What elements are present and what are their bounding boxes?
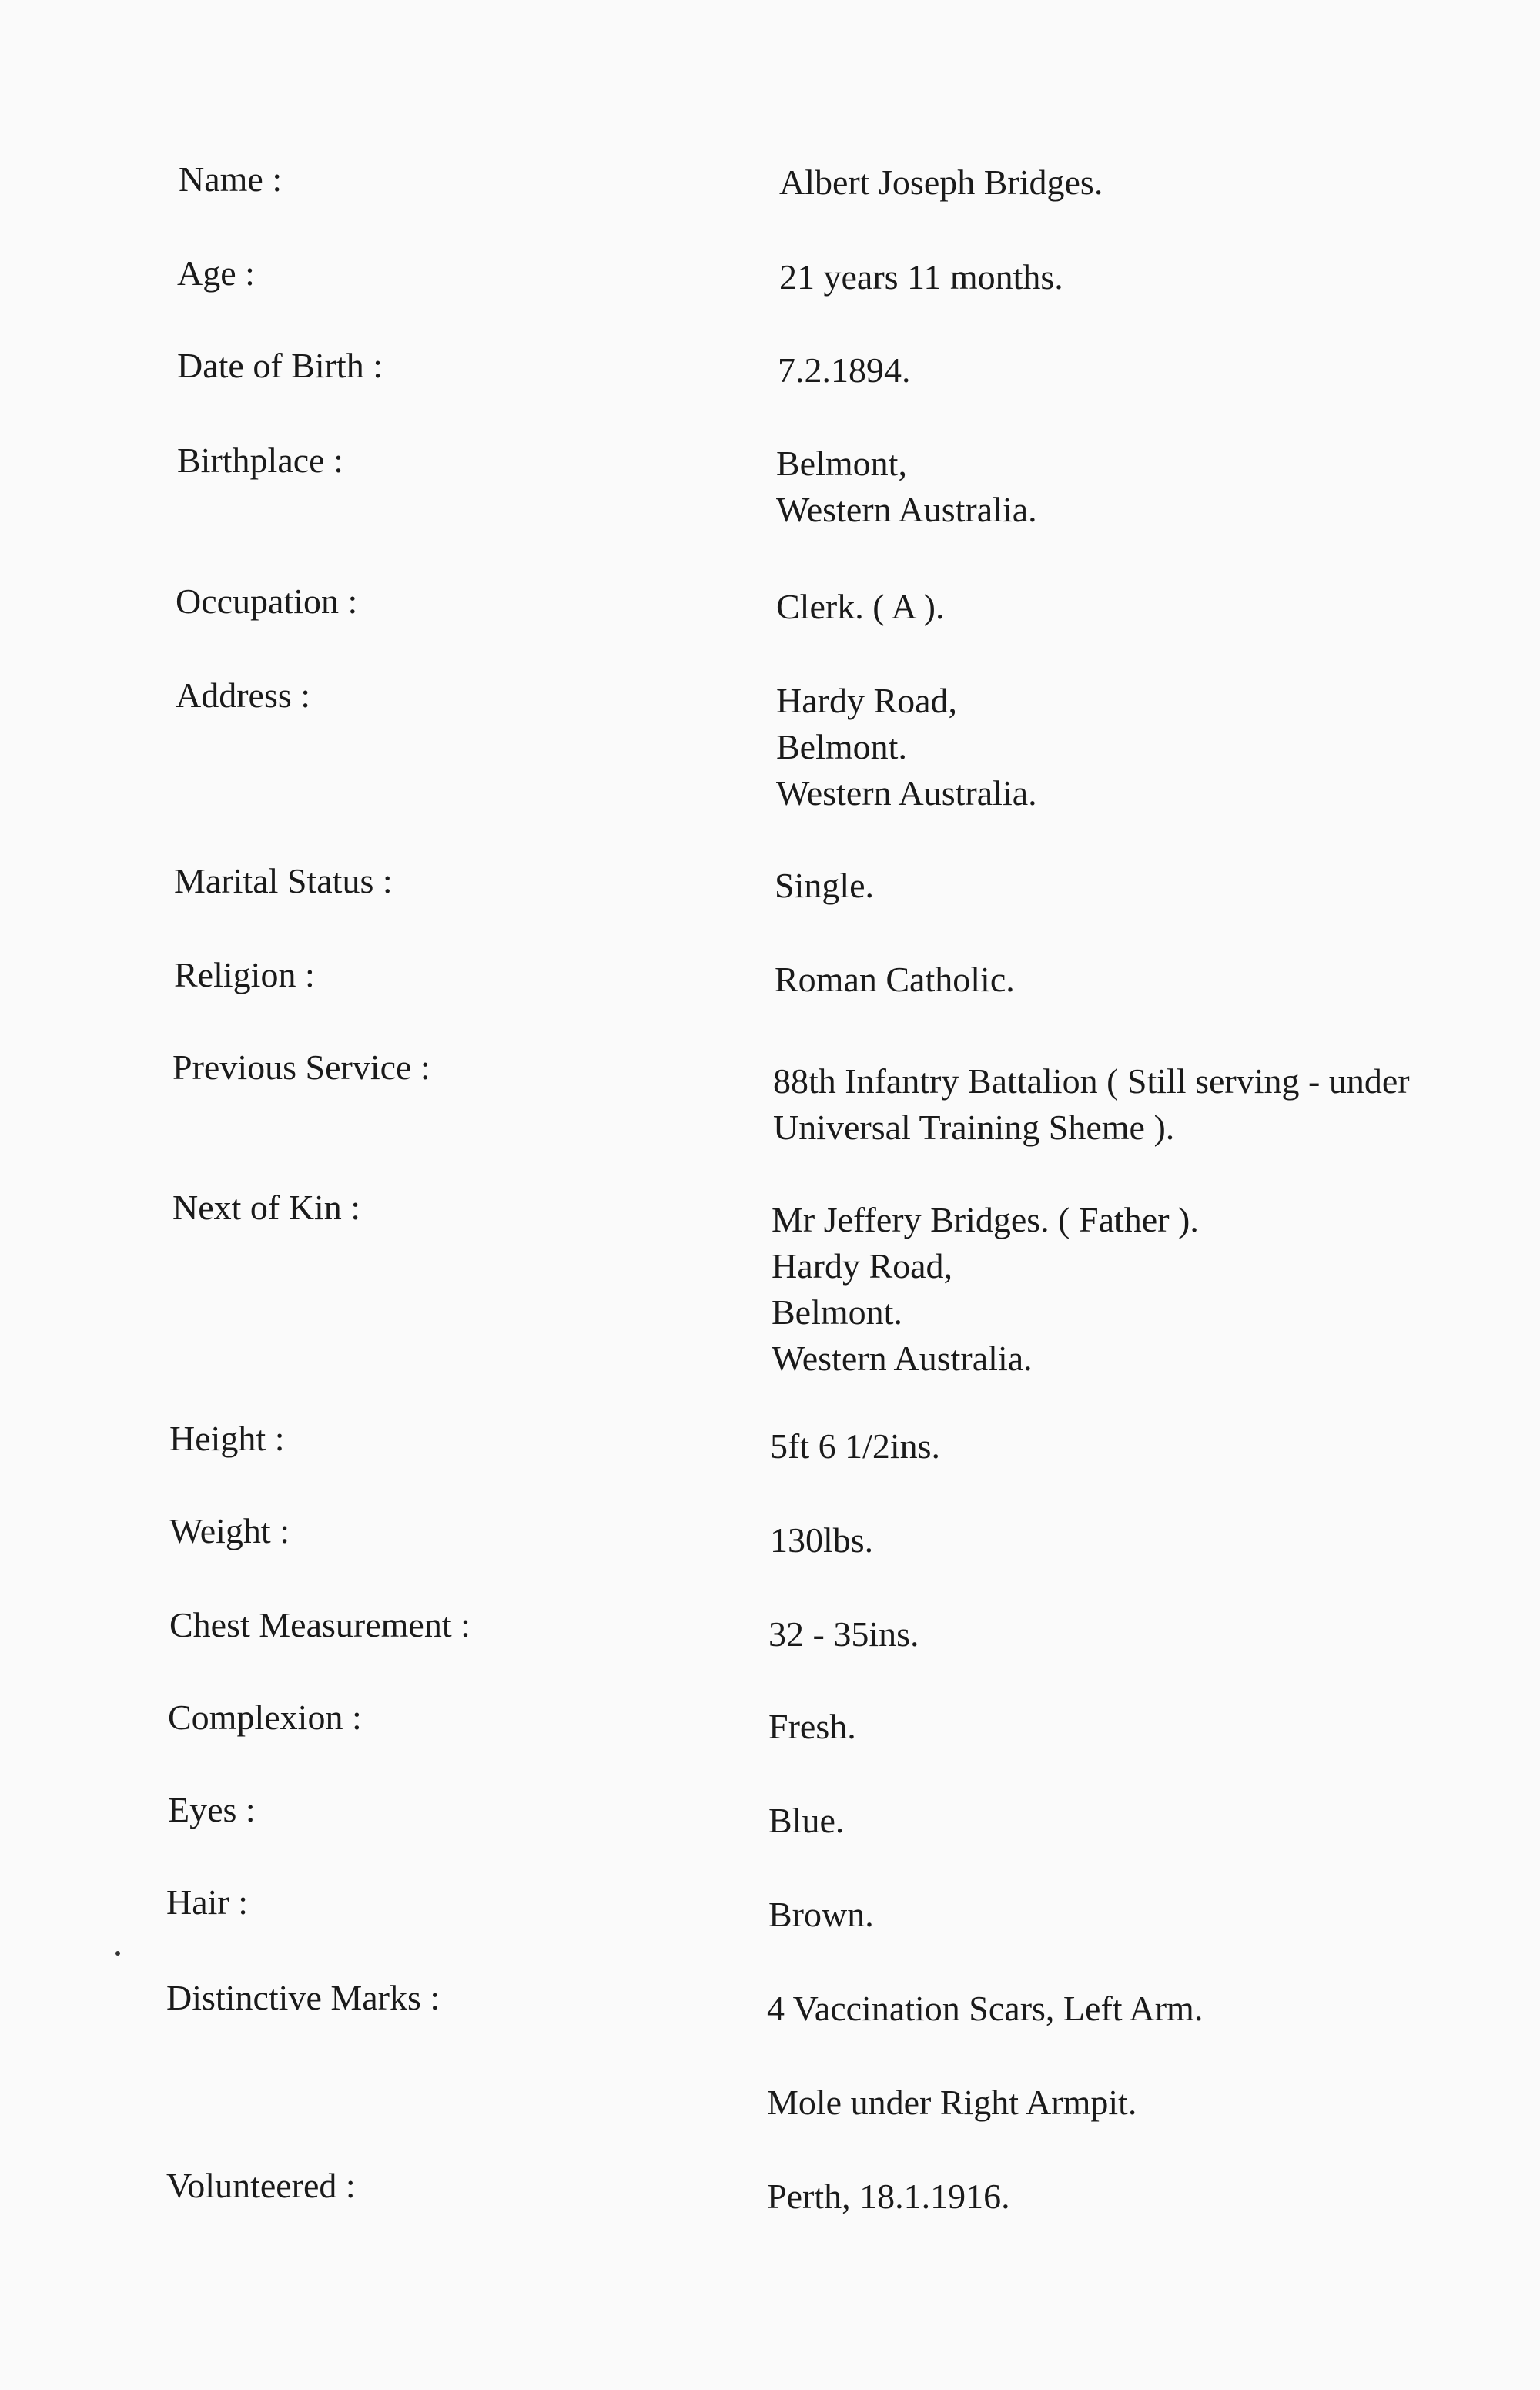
occupation-value [776, 584, 944, 630]
hair-label: Hair : [166, 1882, 249, 1922]
name-value-line: Albert Joseph Bridges. [779, 163, 1103, 202]
chest-measurement-label: Chest Measurement : [169, 1605, 470, 1644]
hair-value-line: Brown. [768, 1895, 874, 1934]
next-of-kin-label: Next of Kin : [172, 1188, 361, 1227]
previous-service-value-line-1: 88th Infantry Battalion ( Still serving - under [773, 1061, 1410, 1101]
address-value [776, 678, 1037, 816]
address-value-line-2: Belmont. [776, 727, 907, 766]
next-of-kin-value-line-3: Belmont. [772, 1292, 902, 1332]
distinctive-marks-value-line: 4 Vaccination Scars, Left Arm. [767, 1989, 1204, 2028]
eyes-value [768, 1798, 844, 1844]
distinctive-marks-value-2-line: Mole under Right Armpit. [767, 2083, 1137, 2122]
chest-measurement-value-line: 32 - 35ins. [768, 1614, 919, 1654]
distinctive-marks-value [767, 1986, 1203, 2032]
birthplace-value-line-1: Belmont, [776, 444, 907, 483]
hair-value [768, 1892, 874, 1938]
religion-label: Religion : [174, 955, 315, 994]
marital-status-label: Marital Status : [174, 861, 393, 900]
address-label: Address : [176, 675, 311, 715]
dob-label: Date of Birth : [177, 346, 383, 385]
volunteered-label: Volunteered : [166, 2166, 356, 2205]
weight-value [770, 1517, 873, 1564]
eyes-value-line: Blue. [768, 1801, 845, 1840]
next-of-kin-value [772, 1197, 1199, 1382]
previous-service-value [773, 1058, 1410, 1151]
occupation-value-line: Clerk. ( A ). [776, 587, 945, 626]
dob-value [778, 347, 911, 394]
next-of-kin-value-line-4: Western Australia. [772, 1339, 1033, 1378]
name-value [779, 159, 1103, 206]
complexion-value-line: Fresh. [768, 1707, 856, 1746]
scan-speck [116, 1951, 120, 1956]
previous-service-value-line-2: Universal Training Sheme ). [773, 1108, 1175, 1147]
marital-status-value-line: Single. [775, 866, 875, 905]
previous-service-label: Previous Service : [172, 1048, 430, 1087]
height-value-line: 5ft 6 1/2ins. [770, 1426, 941, 1466]
volunteered-value [767, 2174, 1010, 2220]
volunteered-value-line: Perth, 18.1.1916. [767, 2177, 1010, 2216]
distinctive-marks-label: Distinctive Marks : [166, 1978, 440, 2017]
religion-value-line: Roman Catholic. [775, 960, 1015, 999]
marital-status-value [775, 863, 874, 909]
eyes-label: Eyes : [168, 1790, 256, 1829]
height-value [770, 1423, 940, 1470]
name-label: Name : [179, 159, 283, 199]
address-value-line-1: Hardy Road, [776, 681, 958, 720]
age-value-line: 21 years 11 months. [779, 257, 1063, 297]
religion-value [775, 957, 1015, 1003]
complexion-value [768, 1704, 856, 1750]
dob-value-line: 7.2.1894. [778, 350, 911, 390]
weight-value-line: 130lbs. [770, 1520, 874, 1560]
complexion-label: Complexion : [168, 1698, 362, 1737]
age-label: Age : [177, 253, 255, 293]
next-of-kin-value-line-2: Hardy Road, [772, 1246, 953, 1286]
birthplace-value-line-2: Western Australia. [776, 490, 1037, 529]
birthplace-value [776, 441, 1037, 533]
birthplace-label: Birthplace : [177, 441, 343, 480]
height-label: Height : [169, 1419, 285, 1458]
next-of-kin-value-line-1: Mr Jeffery Bridges. ( Father ). [772, 1200, 1199, 1239]
weight-label: Weight : [169, 1511, 290, 1550]
distinctive-marks-value-2 [767, 2080, 1137, 2126]
age-value [779, 254, 1063, 300]
occupation-label: Occupation : [176, 582, 358, 621]
address-value-line-3: Western Australia. [776, 773, 1037, 813]
chest-measurement-value [768, 1611, 919, 1658]
